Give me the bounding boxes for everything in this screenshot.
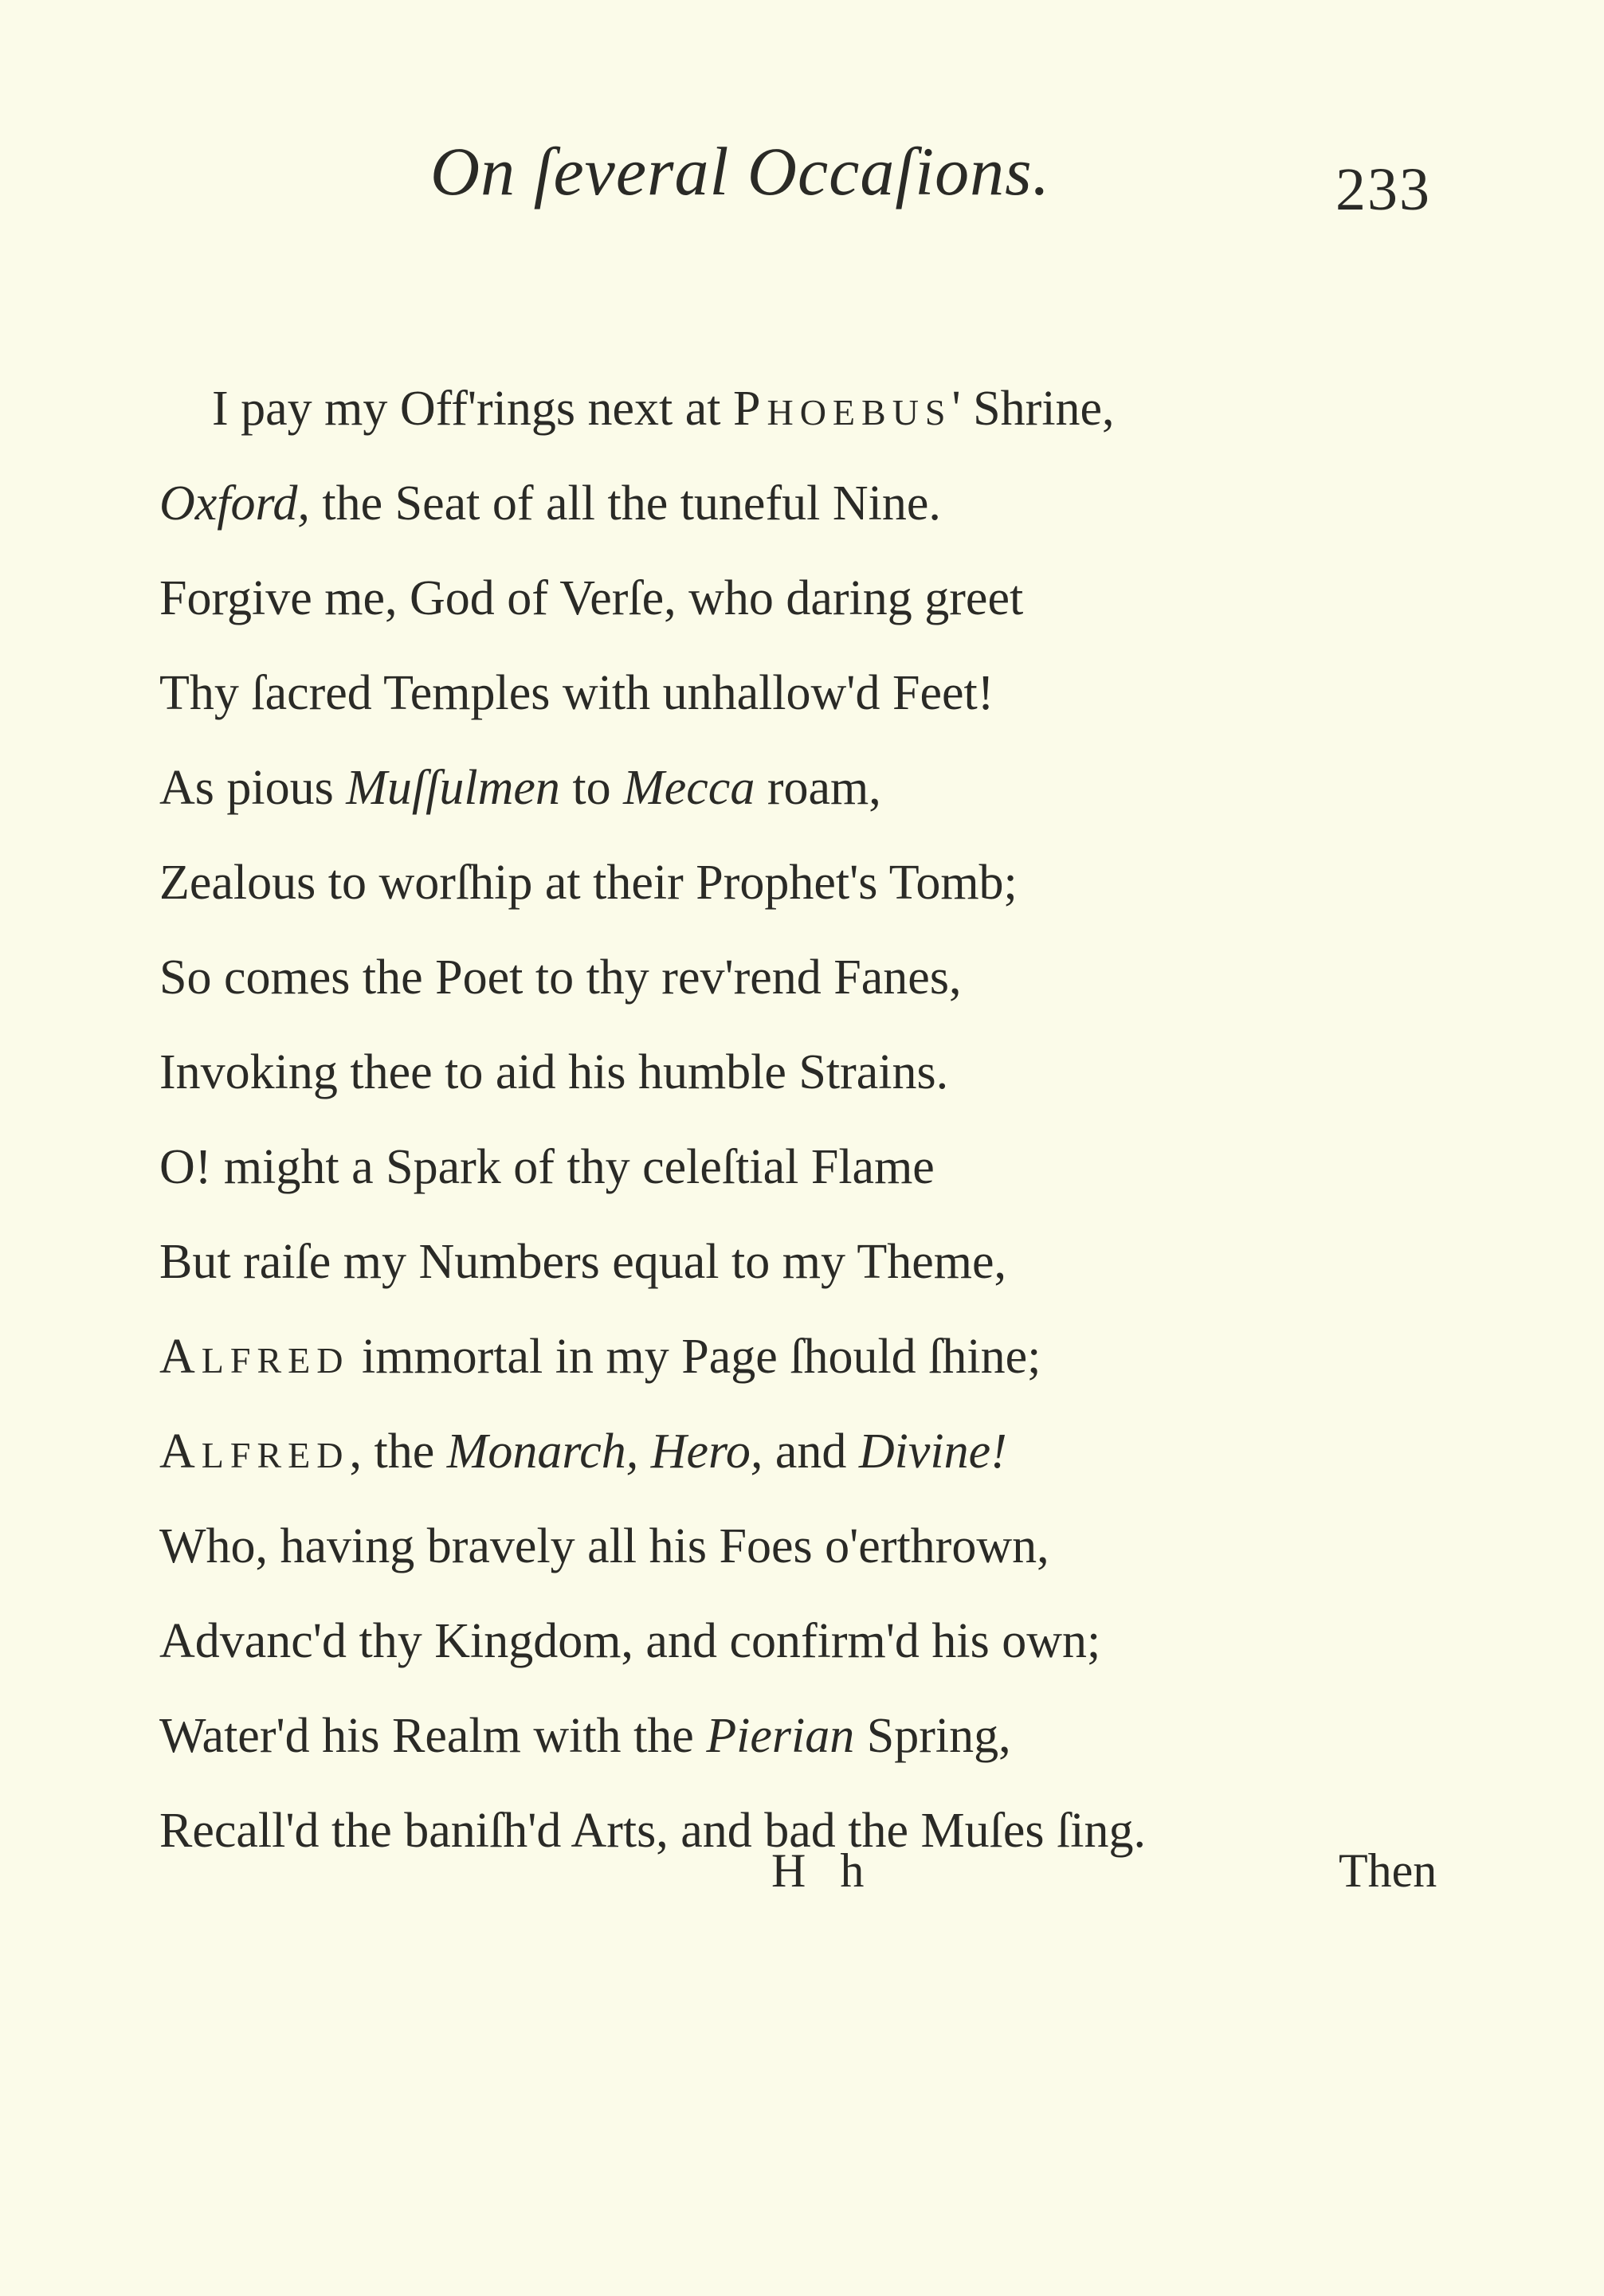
signature-mark: H h xyxy=(771,1844,876,1897)
running-head: On ſeveral Occaſions. xyxy=(430,133,1051,210)
verse-line: Thy ſacred Temples with unhallow'd Feet! xyxy=(159,666,994,720)
verse-line: As pious Muſſulmen to Mecca roam, xyxy=(159,761,881,815)
verse-line: Recall'd the baniſh'd Arts, and bad the Muſes ſing. xyxy=(159,1804,1147,1858)
catchword: Then xyxy=(1339,1844,1437,1897)
verse-line: Invoking thee to aid his humble Strains. xyxy=(159,1045,949,1099)
verse-block xyxy=(159,362,1146,1879)
verse-line: ALFRED immortal in my Page ſhould ſhine; xyxy=(159,1330,1041,1384)
page-number: 233 xyxy=(1335,156,1431,223)
verse-line: Zealous to worſhip at their Prophet's Tomb; xyxy=(159,856,1018,910)
verse-line: ALFRED, the Monarch, Hero, and Divine! xyxy=(159,1424,1007,1479)
verse-line: I pay my Off'rings next at PHOEBUS' Shrine, xyxy=(212,382,1115,436)
verse-line: But raiſe my Numbers equal to my Theme, xyxy=(159,1235,1006,1289)
verse-line: O! might a Spark of thy celeſtial Flame xyxy=(159,1140,935,1194)
verse-line: So comes the Poet to thy rev'rend Fanes, xyxy=(159,950,962,1005)
verse-line: Advanc'd thy Kingdom, and confirm'd his own; xyxy=(159,1614,1101,1668)
verse-line: Who, having bravely all his Foes o'erthrown, xyxy=(159,1519,1049,1573)
verse-line: Oxford, the Seat of all the tuneful Nine. xyxy=(159,476,941,531)
verse-line: Forgive me, God of Verſe, who daring greet xyxy=(159,571,1024,625)
verse-line: Water'd his Realm with the Pierian Spring, xyxy=(159,1709,1011,1763)
